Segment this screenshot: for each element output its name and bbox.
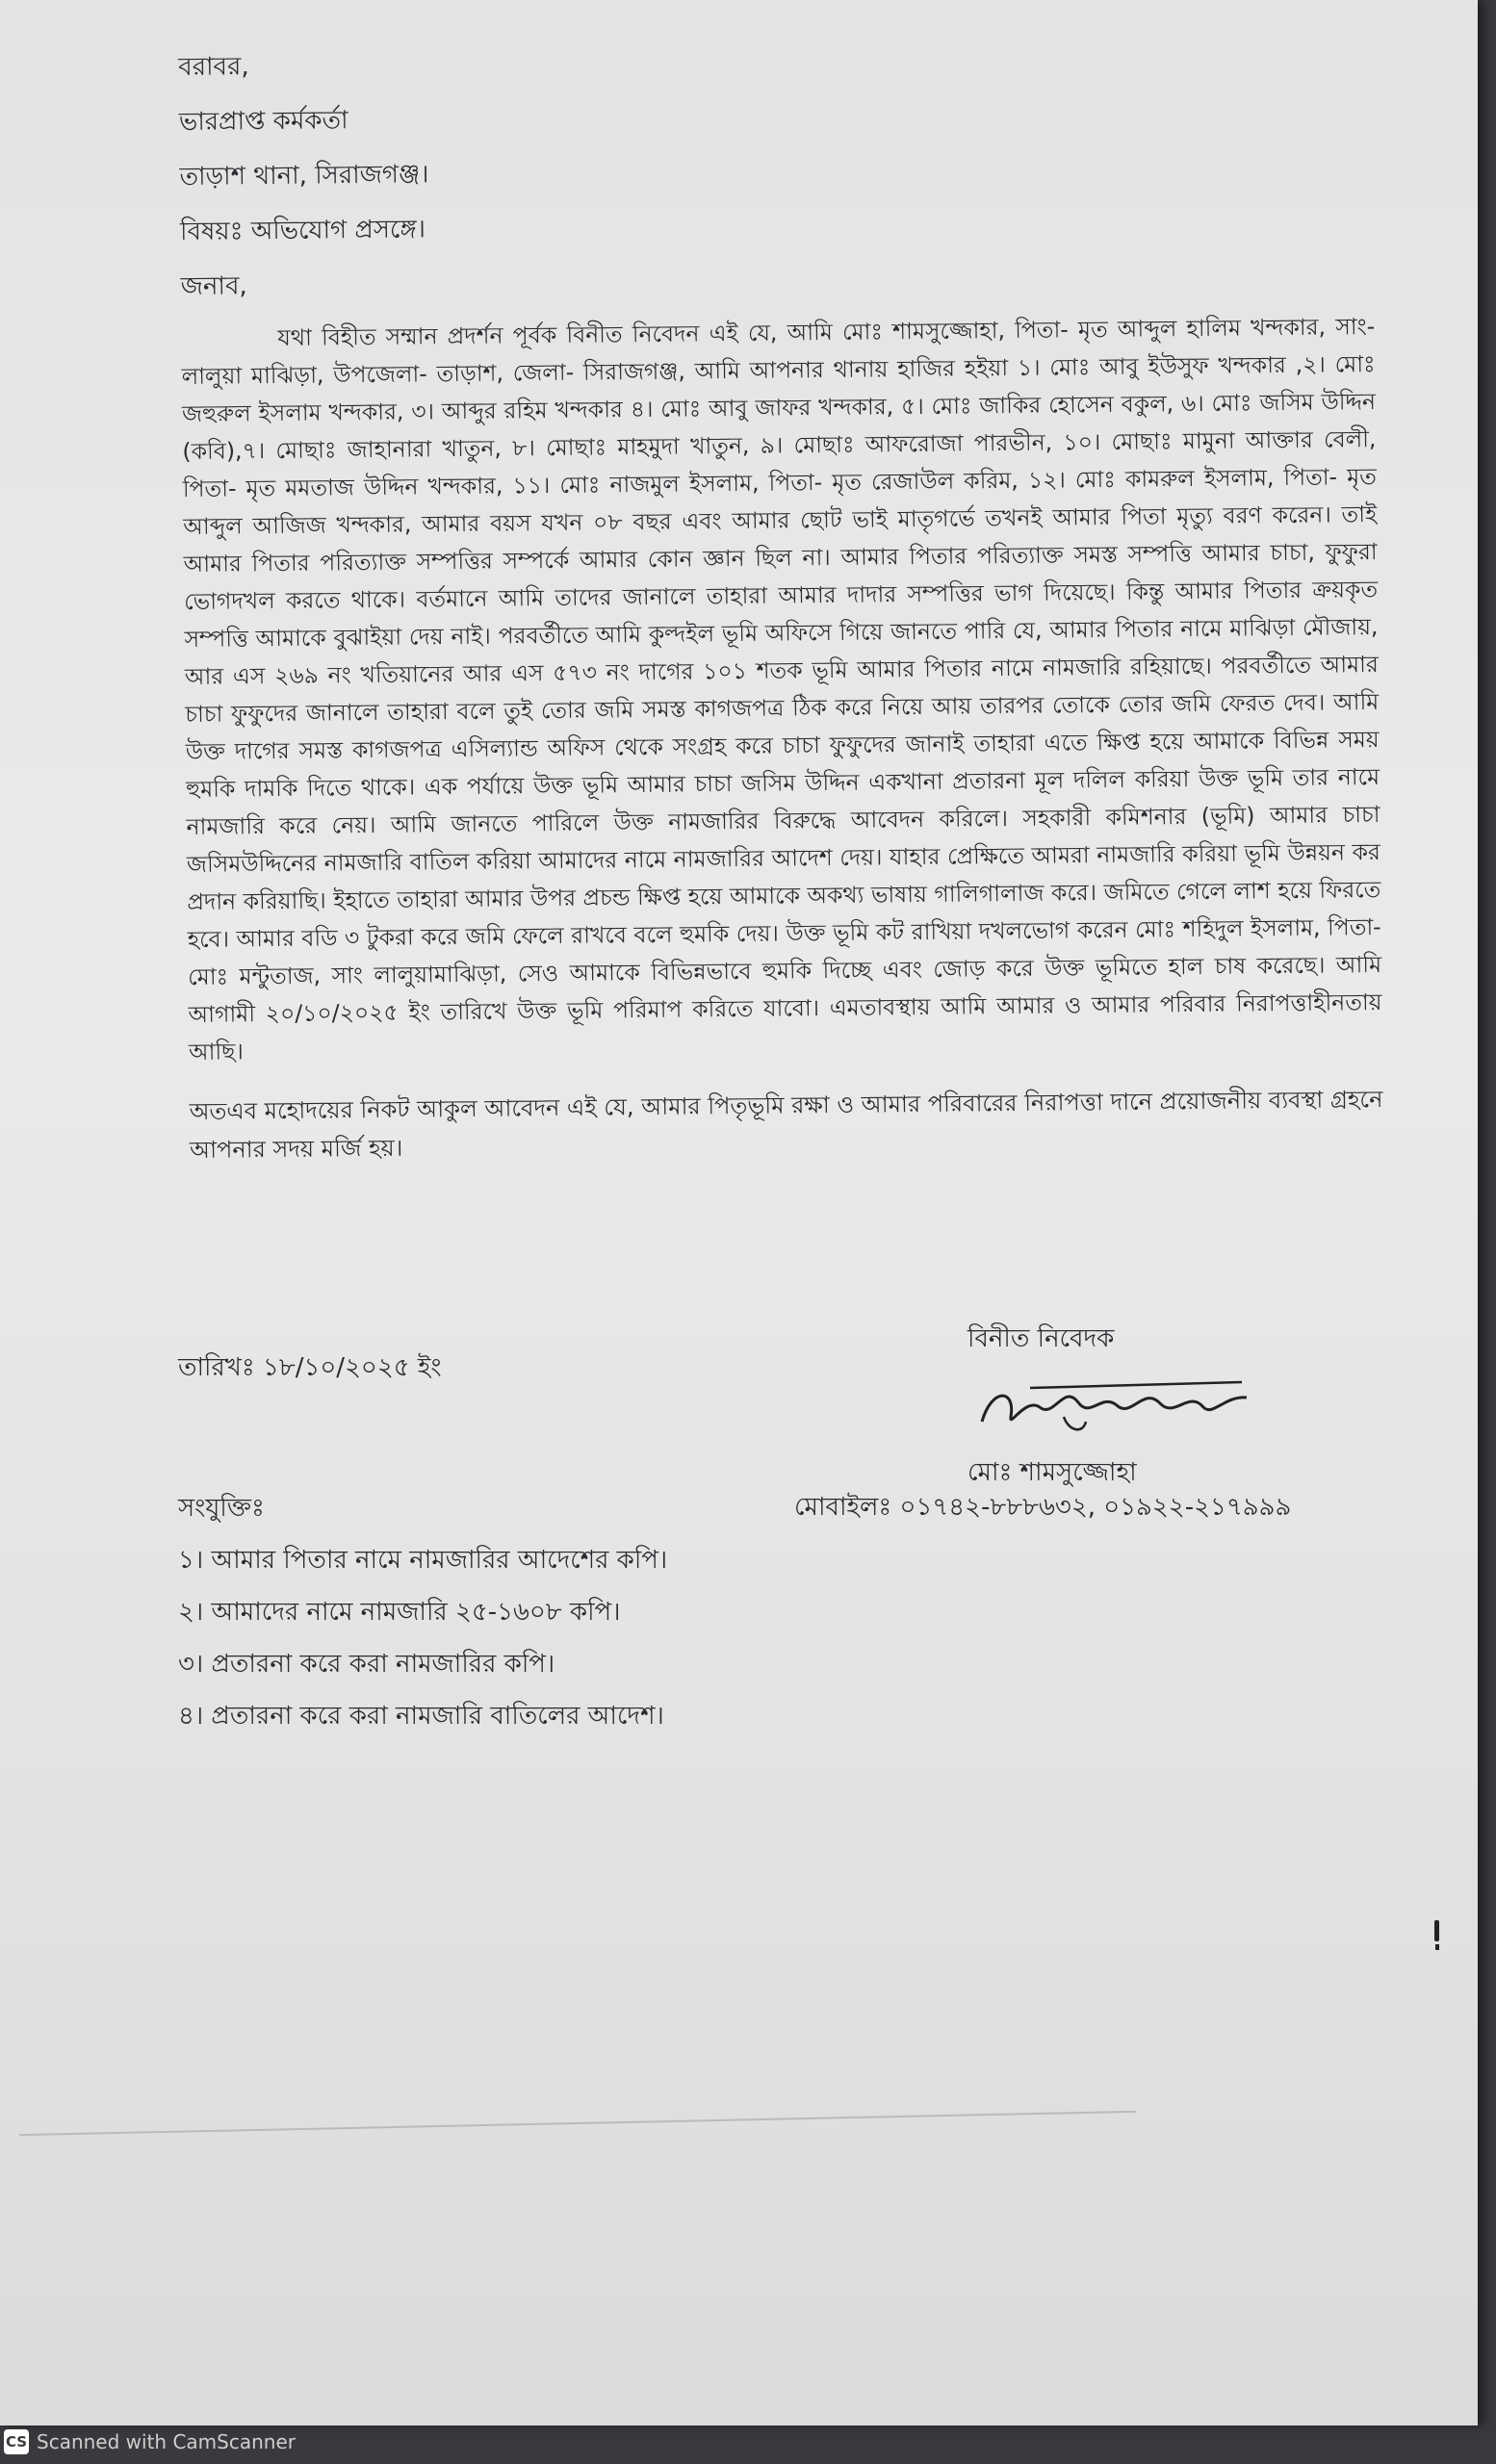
attachments-section <box>178 1482 667 1742</box>
scanner-text: Scanned with CamScanner <box>37 2430 296 2453</box>
pen-mark <box>1434 1920 1439 1941</box>
letter-date: তারিখঃ ১৮/১০/২০২৫ ইং <box>178 1353 442 1382</box>
subject-line: বিষয়ঃ অভিযোগ প্রসঙ্গে। <box>179 215 426 246</box>
recipient-line-1: বরাবর, <box>178 52 249 82</box>
pen-mark-dot <box>1435 1944 1439 1950</box>
signature-text: শামসুজ্জোহা <box>1117 1426 1122 1427</box>
attachment-item: ৪। প্রতারনা করে করা নামজারি বাতিলের আদেশ। <box>178 1702 664 1731</box>
handwritten-signature <box>972 1369 1261 1441</box>
signature-block <box>967 1319 1261 1495</box>
recipient-line-3: তাড়াশ থানা, সিরাজগঞ্জ। <box>179 160 429 192</box>
salutation: জনাব, <box>180 271 247 301</box>
attachments-list <box>178 1534 667 1742</box>
paper-fold-line <box>19 2111 1136 2136</box>
signer-name: মোঃ শামসুজ্জোহা <box>967 1458 1137 1487</box>
camscanner-icon: CS <box>4 2429 29 2454</box>
scanner-watermark <box>4 2429 296 2454</box>
recipient-line-2: ভারপ্রাপ্ত কর্মকর্তা <box>178 106 348 137</box>
attachment-item: ৩। প্রতারনা করে করা নামজারির কপি। <box>178 1650 555 1679</box>
attachment-item: ১। আমার পিতার নামে নামজারির আদেশের কপি। <box>178 1546 668 1575</box>
closing-paragraph: অতএব মহোদয়ের নিকট আকুল আবেদন এই যে, আমার পিতৃভূমি রক্ষা ও আমার পরিবারের নিরাপত্তা দানে প্রয়োজনীয় ব্যবস্থা গ্রহনে আপনার সদয় মর্জি হয়। <box>189 1085 1383 1164</box>
letter-body: যথা বিহীত সম্মান প্রদর্শন পূর্বক বিনীত নিবেদন এই যে, আমি মোঃ শামসুজ্জোহা, পিতা- মৃত আব্দুল হালিম খন্দকার, সাং- লালুয়া মাঝিড়া, উপজেলা- তাড়াশ, জেলা- সিরাজগঞ্জ, আমি আপনার থানায় হাজির হইয়া ১। মোঃ আবু ইউসুফ খন্দকার ,২। মোঃ জহুরুল ইসলাম খন্দকার, ৩। আব্দুর রহিম খন্দকার ৪। মোঃ আবু জাফর খন্দকার, ৫। মোঃ জাকির হোসেন বকুল, ৬। মোঃ জসিম উদ্দিন (কবি),৭। মোছাঃ জাহানারা খাতুন, ৮। মোছাঃ মাহমুদা খাতুন, ৯। মোছাঃ আফরোজা পারভীন, ১০। মোছাঃ মামুনা আক্তার বেলী, পিতা- মৃত মমতাজ উদ্দিন খন্দকার, ১১। মোঃ নাজমুল ইসলাম, পিতা- মৃত রেজাউল করিম, ১২। মোঃ কামরুল ইসলাম, পিতা- মৃত আব্দুল আজিজ খন্দকার, আমার বয়স যখন ০৮ বছর এবং আমার ছোট ভাই মাতৃগর্ভে তখনই আমার পিতা মৃত্যু বরণ করেন। তাই আমার পিতার পরিত্যাক্ত সম্পত্তির সম্পর্কে আমার কোন জ্ঞান ছিল না। আমার পিতার পরিত্যাক্ত সমস্ত সম্পত্তি আমার চাচা, ফুফুরা ভোগদখল করতে থাকে। বর্তমানে আমি তাদের জানালে তাহারা আমার দাদার সম্পত্তির ভাগ দিয়েছে। কিন্তু আমার পিতার ক্রয়কৃত সম্পত্তি আমাকে বুঝাইয়া দেয় নাই। পরবর্তীতে আমি কুল্দইল ভূমি অফিসে গিয়ে জানতে পারি যে, আমার পিতার নামে মাঝিড়া মৌজায়, আর এস ২৬৯ নং খতিয়ানের আর এস ৫৭৩ নং দাগের ১০১ শতক ভূমি আমার পিতার নামে নামজারি রহিয়াছে। পরবর্তীতে আমার চাচা ফুফুদের জানালে তাহারা বলে তুই তোর জমি সমস্ত কাগজপত্র ঠিক করে নিয়ে আয় তারপর তোকে তোর জমি ফেরত দেব। আমি উক্ত দাগের সমস্ত কাগজপত্র এসিল্যান্ড অফিস থেকে সংগ্রহ করে চাচা ফুফুদের জানাই তাহারা এতে ক্ষিপ্ত হয়ে আমাকে বিভিন্ন সময় হুমকি দামকি দিতে থাকে। এক পর্যায়ে উক্ত ভূমি আমার চাচা জসিম উদ্দিন একখানা প্রতারনা মূল দলিল করিয়া উক্ত ভূমি তার নামে নামজারি করে নেয়। আমি জানতে পারিলে উক্ত নামজারির বিরুদ্ধে আবেদন করিলে। সহকারী কমিশনার (ভূমি) আমার চাচা জসিমউদ্দিনের নামজারি বাতিল করিয়া আমাদের নামে নামজারির আদেশ দেয়। যাহার প্রেক্ষিতে আমরা নামজারি করিয়া ভূমি উন্নয়ন কর প্রদান করিয়াছি। ইহাতে তাহারা আমার উপর প্রচন্ড ক্ষিপ্ত হয়ে আমাকে অকথ্য ভাষায় গালিগালাজ করে। জমিতে গেলে লাশ হয়ে ফিরতে হবে। আমার বডি ৩ টুকরা করে জমি ফেলে রাখবে বলে হুমকি দেয়। উক্ত ভূমি কট রাখিয়া দখলভোগ করেন মোঃ শহিদুল ইসলাম, পিতা- মোঃ মন্টুতাজ, সাং লালুয়ামাঝিড়া, সেও আমাকে বিভিন্নভাবে হুমকি দিচ্ছে এবং জোড় করে উক্ত ভূমিতে হাল চাষ করেছে। আমি আগামী ২০/১০/২০২৫ ইং তারিখে উক্ত ভূমি পরিমাপ করিতে যাবো। এমতাবস্থায় আমি আমার ও আমার পরিবার নিরাপত্তাহীনতায় আছি। <box>181 312 1382 1065</box>
sign-label: বিনীত নিবেদক <box>967 1324 1115 1353</box>
attachments-label: সংযুক্তিঃ <box>178 1494 265 1523</box>
attachment-item: ২। আমাদের নামে নামজারি ২৫-১৬০৮ কপি। <box>178 1598 621 1627</box>
mobile-numbers: মোবাইলঃ ০১৭৪২-৮৮৮৬৩২, ০১৯২২-২১৭৯৯৯ <box>794 1493 1292 1522</box>
letter-content <box>178 28 1383 1169</box>
